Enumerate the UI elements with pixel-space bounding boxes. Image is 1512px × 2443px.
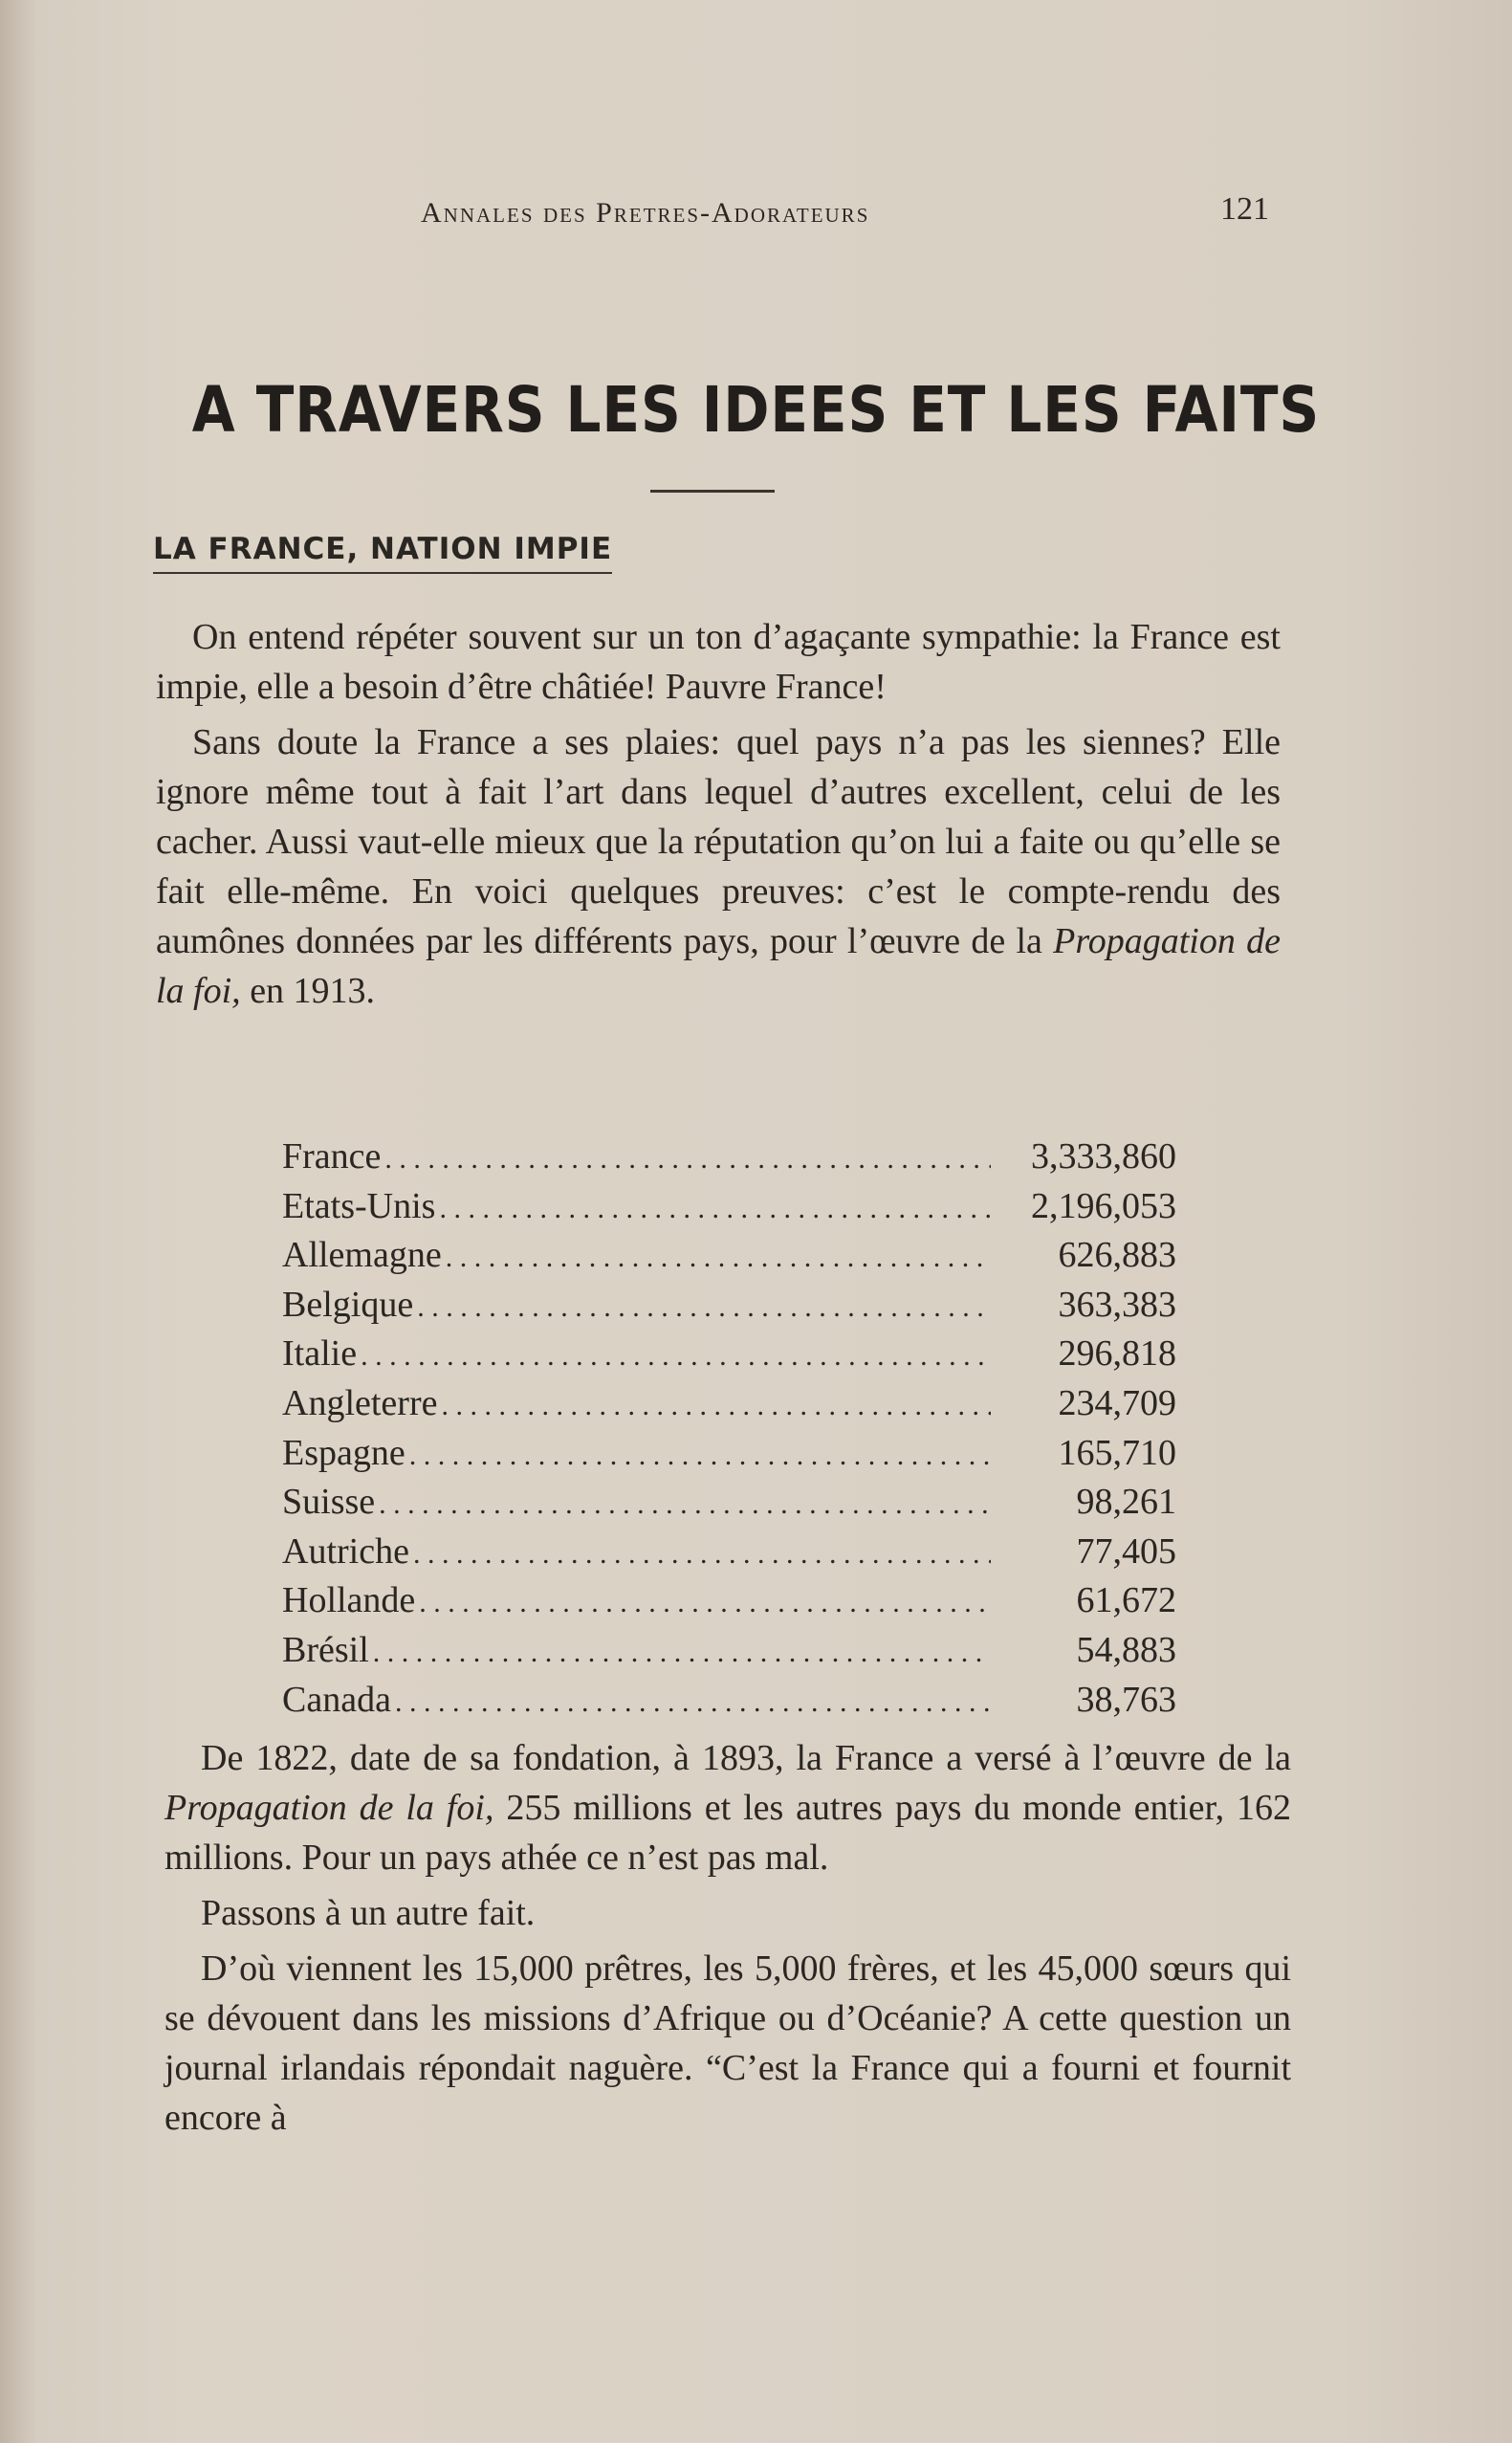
chapter-title: A TRAVERS LES IDEES ET LES FAITS bbox=[191, 373, 1321, 447]
leader-dots bbox=[419, 1578, 991, 1628]
page-number: 121 bbox=[1220, 191, 1269, 227]
paragraph-1: On entend répéter souvent sur un ton d’agaçante sympathie: la France est impie, elle a besoin d’être châtiée! Pauvre France! bbox=[156, 617, 1281, 707]
donation-amount: 38,763 bbox=[1076, 1679, 1176, 1720]
title-rule bbox=[650, 490, 775, 493]
donation-row bbox=[282, 1231, 1176, 1281]
donation-row bbox=[282, 1133, 1176, 1182]
leader-dots bbox=[373, 1628, 991, 1678]
paragraph-2-text: Sans doute la France a ses plaies: quel pays n’a pas les siennes? Elle ignore même tout à fait l’art dans lequel d’autres excellent, celui de les cacher. Aussi vaut-elle mieux que la réputation qu’on lui a faite ou qu’elle se fait elle-même. En voici quelques preuves: c’est le compte-rendu des aumônes données par les différents pays, pour l’œuvre de la bbox=[156, 722, 1281, 961]
paragraph-2-end: en 1913. bbox=[250, 971, 376, 1011]
leader-dots bbox=[439, 1184, 991, 1234]
leader-dots bbox=[384, 1134, 991, 1184]
leader-dots bbox=[413, 1530, 991, 1579]
donation-row bbox=[282, 1182, 1176, 1232]
leader-dots bbox=[379, 1480, 991, 1530]
country-name: Suisse bbox=[282, 1482, 376, 1523]
donation-table bbox=[282, 1133, 1176, 1725]
paragraph-3 bbox=[164, 1733, 1291, 1882]
country-name: France bbox=[282, 1136, 382, 1177]
donation-row bbox=[282, 1576, 1176, 1626]
donation-row bbox=[282, 1330, 1176, 1379]
intro-text bbox=[156, 612, 1281, 1022]
donation-amount: 61,672 bbox=[1076, 1580, 1176, 1621]
paragraph-3-italic: Propagation de la foi, bbox=[164, 1788, 494, 1828]
leader-dots bbox=[395, 1678, 991, 1728]
leader-dots bbox=[361, 1332, 991, 1381]
donation-amount: 626,883 bbox=[1058, 1235, 1176, 1276]
leader-dots bbox=[417, 1283, 991, 1332]
donation-row bbox=[282, 1626, 1176, 1676]
donation-row bbox=[282, 1478, 1176, 1528]
donation-amount: 54,883 bbox=[1076, 1629, 1176, 1670]
donation-amount: 2,196,053 bbox=[1031, 1185, 1176, 1226]
country-name: Autriche bbox=[282, 1530, 409, 1572]
paragraph-3-text: De 1822, date de sa fondation, à 1893, la France a versé à l’œuvre de la bbox=[201, 1738, 1291, 1778]
donation-row bbox=[282, 1528, 1176, 1577]
country-name: Italie bbox=[282, 1333, 358, 1375]
donation-amount: 363,383 bbox=[1058, 1284, 1176, 1325]
donation-amount: 3,333,860 bbox=[1031, 1136, 1176, 1177]
section-heading: LA FRANCE, NATION IMPIE bbox=[153, 532, 612, 574]
paragraph-5: D’où viennent les 15,000 prêtres, les 5,000 frères, et les 45,000 sœurs qui se dévouent dans les missions d’Afrique ou d’Océanie? A cette question un journal irlandais répondait naguère. “C’est la France qui a fourni et fournit encore à bbox=[164, 1948, 1291, 2138]
leader-dots bbox=[441, 1381, 991, 1431]
country-name: Allemagne bbox=[282, 1235, 442, 1276]
country-name: Etats-Unis bbox=[282, 1185, 436, 1226]
running-title: Annales des Pretres-Adorateurs bbox=[421, 197, 870, 229]
donation-row bbox=[282, 1676, 1176, 1726]
paragraph-3-end: 255 millions et les autres pays du monde entier, 162 millions. Pour un pays athée ce n’est pas mal. bbox=[164, 1788, 1291, 1878]
country-name: Belgique bbox=[282, 1284, 414, 1325]
country-name: Canada bbox=[282, 1679, 391, 1720]
country-name: Angleterre bbox=[282, 1382, 438, 1423]
donation-amount: 98,261 bbox=[1076, 1482, 1176, 1523]
donation-amount: 165,710 bbox=[1058, 1432, 1176, 1473]
leader-dots bbox=[446, 1233, 991, 1283]
donation-row bbox=[282, 1429, 1176, 1479]
donation-amount: 77,405 bbox=[1076, 1530, 1176, 1572]
donation-row bbox=[282, 1281, 1176, 1331]
paragraph-2 bbox=[156, 717, 1281, 1016]
paragraph-2-italic: Propagation de la foi, bbox=[156, 921, 1281, 1011]
page-header bbox=[0, 191, 1512, 239]
donation-amount: 234,709 bbox=[1058, 1382, 1176, 1423]
continuation-text bbox=[164, 1733, 1291, 2148]
donation-row bbox=[282, 1379, 1176, 1429]
country-name: Espagne bbox=[282, 1432, 405, 1473]
leader-dots bbox=[409, 1431, 991, 1481]
country-name: Hollande bbox=[282, 1580, 416, 1621]
country-name: Brésil bbox=[282, 1629, 369, 1670]
donation-amount: 296,818 bbox=[1058, 1333, 1176, 1375]
paragraph-4: Passons à un autre fait. bbox=[201, 1893, 536, 1933]
